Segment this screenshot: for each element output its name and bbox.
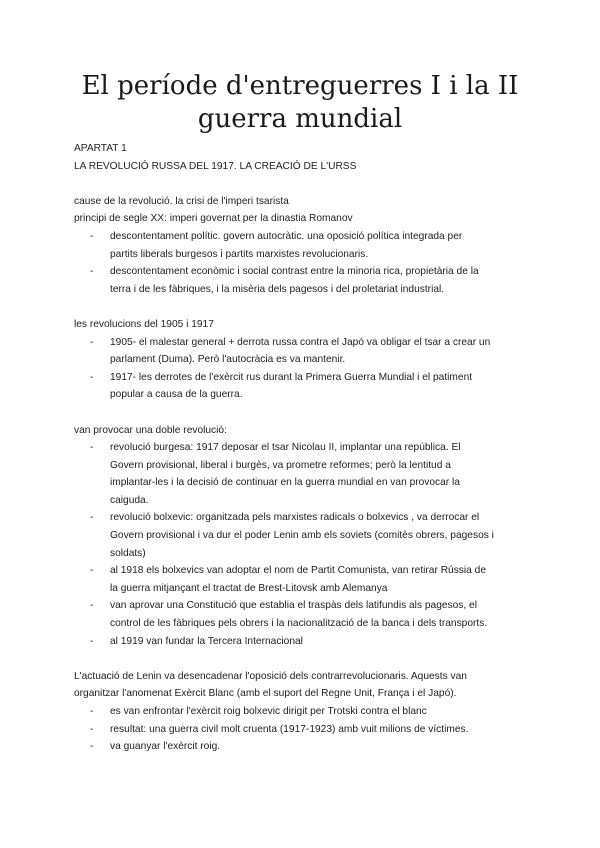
causes-intro: principi de segle XX: imperi governat per la dinastia Romanov (74, 213, 353, 225)
list-item: - va guanyar l'exèrcit roig. (74, 738, 534, 756)
lenin-paragraph-line: L'actuació de Lenin va desencadenar l'oposició dels contrarrevolucionaris. Aquests van (74, 670, 467, 682)
double-revolution-list (74, 439, 534, 650)
document-body (74, 140, 534, 756)
section-label: APARTAT 1 (74, 143, 127, 154)
list-item: - 1905- el malestar general + derrota russa contra el Japó va obligar el tsar a crear un parlament (Duma). Però l'autocràcia es va mantenir. (74, 334, 534, 369)
document-title: El període d'entreguerres I i la II guerra mundial (81, 71, 519, 134)
section-subtitle: LA REVOLUCIÓ RUSSA DEL 1917. LA CREACIÓ DE L'URSS (74, 160, 357, 172)
list-item: - van aprovar una Constitució que establia el traspàs dels latifundis als pagesos, el control de les fàbriques pels obrers i la nacionalització de la banca i dels transports. (74, 597, 534, 632)
double-revolution-heading: van provocar una doble revolució: (74, 424, 227, 436)
list-item: - es van enfrontar l'exèrcit roig bolxevic dirigit per Trotski contra el blanc (74, 703, 534, 721)
list-item: - 1917- les derrotes de l'exèrcit rus durant la Primera Guerra Mundial i el patiment popular a causa de la guerra. (74, 369, 534, 404)
revolutions-heading: les revolucions del 1905 i 1917 (74, 318, 214, 330)
civil-war-list (74, 703, 534, 756)
causes-heading: cause de la revolució. la crisi de l'imperi tsarista (74, 195, 289, 207)
list-item: - descontentament polític. govern autocràtic. una oposició política integrada per partits liberals burgesos i partits marxistes revolucionaris. (74, 228, 534, 263)
lenin-paragraph-line: organitzar l'anomenat Exèrcit Blanc (amb el suport del Regne Unit, França i el Japó). (74, 688, 457, 700)
revolutions-list (74, 334, 534, 404)
list-item: - revolució bolxevic: organitzada pels marxistes radicals o bolxevics , va derrocar el Govern provisional i va dur el poder Lenin amb els soviets (comitès obrers, pagesos i soldats) (74, 509, 534, 562)
list-item: - al 1918 els bolxevics van adoptar el nom de Partit Comunista, van retirar Rússia de la guerra mitjançant el tractat de Brest-Litovsk amb Alemanya (74, 562, 534, 597)
list-item: - descontentament econòmic i social contrast entre la minoria rica, propietària de la terra i de les fàbriques, i la misèria dels pagesos i del proletariat industrial. (74, 263, 534, 298)
list-item: - resultat: una guerra civil molt cruenta (1917-1923) amb vuit milions de víctimes. (74, 721, 534, 739)
causes-list (74, 228, 534, 298)
list-item: - al 1919 van fundar la Tercera Internacional (74, 633, 534, 651)
list-item: - revolució burgesa: 1917 deposar el tsar Nicolau II, implantar una república. El Govern provisional, liberal i burgès, va prometre reformes; però la lentitud a implantar-les i la decisió de continuar en la guerra mundial en van provocar la caiguda. (74, 439, 534, 509)
